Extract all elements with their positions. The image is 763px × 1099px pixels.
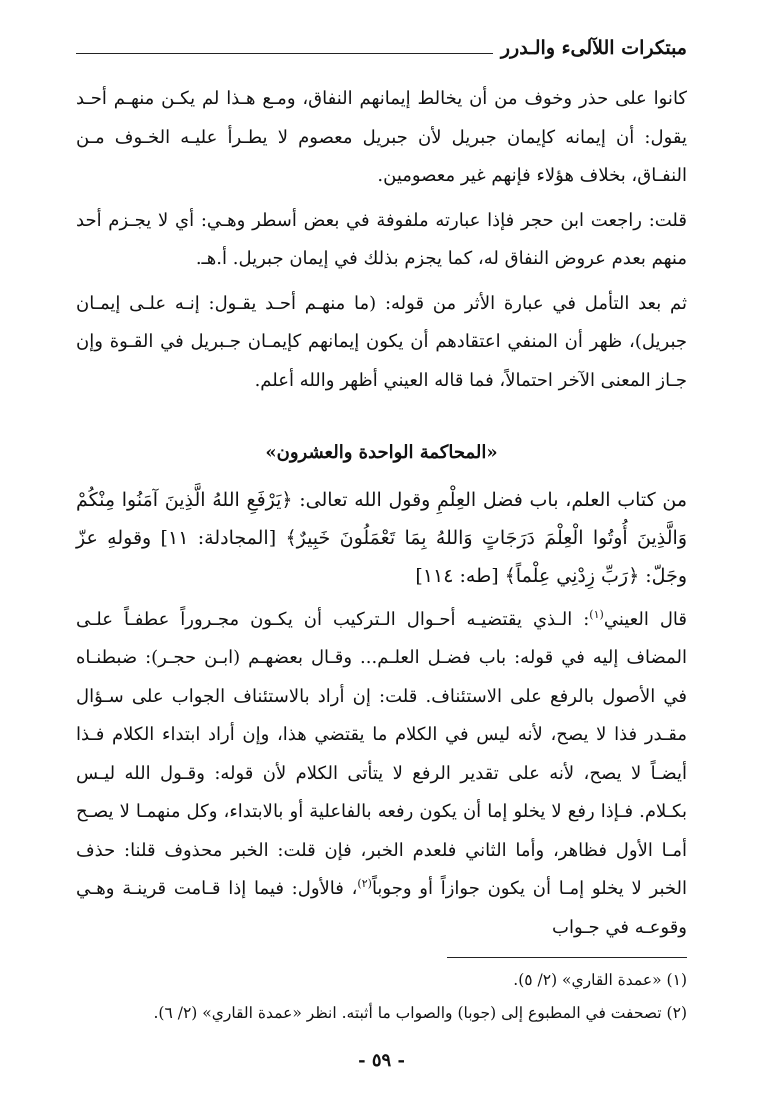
main-paragraph-tail: ، فالأول: فيما إذا قـامت قرينـة وهـي وقوعـه في جـواب	[76, 878, 687, 938]
main-paragraph	[76, 601, 687, 948]
running-header	[76, 30, 687, 60]
footnote-2: (٢) تصحفت في المطبوع إلى (جوبا) والصواب ما أثبته. انظر «عمدة القاري» (٢/ ٦).	[153, 1004, 687, 1022]
section-heading: «المحاكمة الواحدة والعشرون»	[265, 442, 498, 463]
footnote-ref-1[interactable]: (١)	[589, 607, 604, 621]
paragraph-1: كانوا على حذر وخوف من أن يخالط إيمانهم النفاق، ومـع هـذا لم يكـن منهـم أحـد يقول: أن إيمانه كإيمان جبريل لأن جبريل معصوم لا يطـرأ عليـه الخـوف مـن النفـاق، بخلاف هؤلاء فإنهم غير معصومين.	[76, 88, 687, 186]
main-paragraph-lead: قال العيني	[603, 608, 687, 630]
footnotes	[76, 964, 687, 1030]
header-rule	[76, 53, 493, 54]
book-title: مبتكرات اللآلىء والـدرر	[500, 37, 687, 59]
main-paragraph-body: : الـذي يقتضيـه أحـوال الـتركيب أن يكـون مجـروراً عطفـاً علـى المضاف إليه في قوله: باب فضـل العلـم... وقـال بعضهـم (ابـن حجـر): ضبطنـاه في الأصول بالرفع على الاستئناف. قلت: إن أراد بالاستئناف الجواب على سـؤال مقـدر فذا لا يصح، لأنه ليس في الكلام ما يقتضي هذا، وإن أراد ابتداء الكلام فـذا أيضـاً لا يصح، لأنه على تقدير الرفع لا يتأتى الكلام لأن قوله: وقـول الله ليـس بكـلام. فـإذا رفع لا يخلو إما أن يكون رفعه بالفاعلية أو بالابتداء، وكل منهمـا لا يصـح أمـا الأول فظاهر، وأما الثاني فلعدم الخبر، فإن قلت: الخبر محذوف قلنا: حذف الخبر لا يخلو إمـا أن يكون جوازاً أو وجوباً	[76, 608, 687, 899]
body-text	[76, 80, 687, 953]
page-number: - ٥٩ -	[358, 1050, 405, 1071]
footnote-1: (١) «عمدة القاري» (٢/ ٥).	[513, 971, 687, 989]
footnote-ref-2[interactable]: (٢)	[357, 877, 372, 890]
footnote-separator	[447, 957, 687, 958]
quran-paragraph: من كتاب العلم، باب فضل العِلْمِ وقول الله تعالى: ﴿يَرْفَعِ اللهُ الَّذِينَ آمَنُوا مِنْكُمْ وَالَّذِينَ أُوتُوا الْعِلْمَ دَرَجَاتٍ وَاللهُ بِمَا تَعْمَلُونَ خَبِيرٌ﴾ [المجادلة: ١١] وقولهِ عزّ وجَلّ: ﴿رَبِّ زِدْنِي عِلْماً﴾ [طه: ١١٤]	[76, 488, 687, 587]
paragraph-2: قلت: راجعت ابن حجر فإذا عبارته ملفوفة في بعض أسطر وهـي: أي لا يجـزم أحد منهم بعدم عروض النفاق له، كما يجزم بذلك في إيمان جبريل. أ.هـ.	[76, 209, 687, 269]
paragraph-3: ثم بعد التأمل في عبارة الأثر من قوله: (ما منهـم أحـد يقـول: إنـه علـى إيمـان جبريل)، ظهر أن المنفي اعتقادهم أن يكون إيمانهم كإيمـان جـبريل في القـوة وإن جـاز المعنى الآخر احتمالاً، فما قاله العيني أظهر والله أعلم.	[76, 292, 687, 391]
